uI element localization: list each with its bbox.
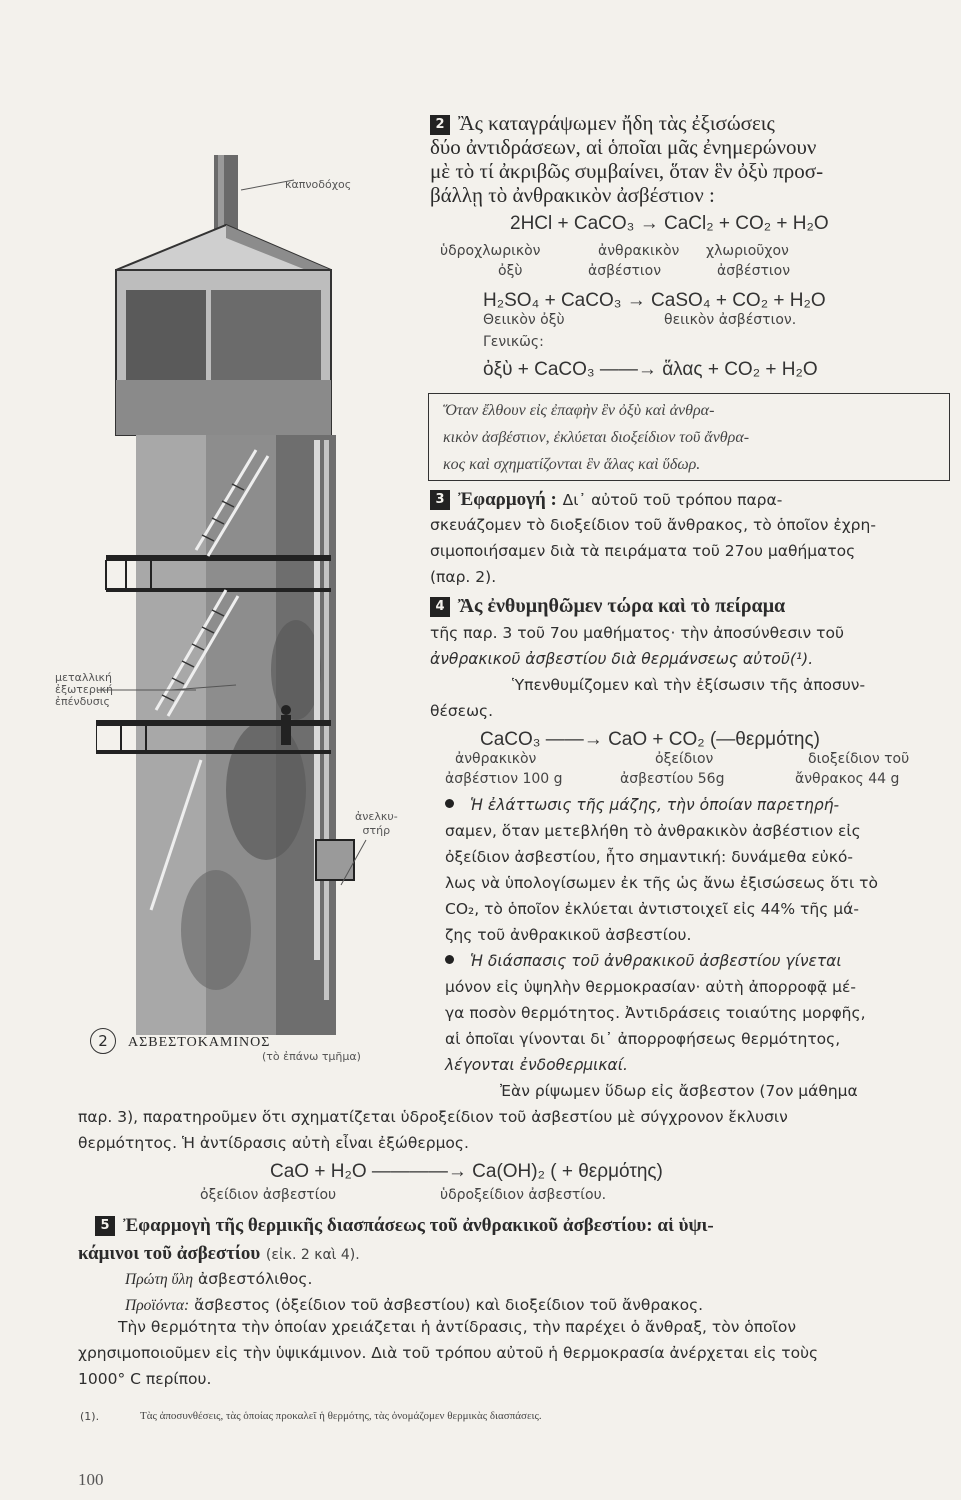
eq1-label-c: χλωριοῦχον	[706, 243, 789, 259]
section5-heading-line1: 5 Ἐφαρμογὴ τῆς θερμικῆς διασπάσεως τοῦ ἀνθρακικοῦ ἀσβεστίου: αἱ ὑψι-	[95, 1216, 714, 1236]
section5-heading-line2: κάμινοι τοῦ ἀσβεστίου (εἰκ. 2 καὶ 4).	[78, 1243, 360, 1264]
lime-kiln-illustration	[96, 150, 421, 1035]
full-p1-line2: παρ. 3), παρατηροῦμεν ὅτι σχηματίζεται ὑδροξείδιον τοῦ ἀσβεστίου μὲ σύγχρονον ἔκλυσιν	[78, 1108, 788, 1126]
bullet1-line4: λως νὰ ὑπολογίσωμεν ἐκ τῆς ὡς ἄνω ἐξισώσεως ὅτι τὸ	[445, 874, 878, 892]
section3-line3: σιμοποιήσαμεν διὰ τὰ πειράματα τοῦ 27ου μαθήματος	[430, 542, 856, 560]
slaking-label-b: ὑδροξείδιον ἀσβεστίου.	[440, 1187, 607, 1203]
section3-line2: σκευάζομεν τὸ διοξείδιον τοῦ ἄνθρακος, τὸ ὁποῖον ἐχρη-	[430, 516, 876, 534]
rule-line-1: Ὅταν ἔλθουν εἰς ἐπαφὴν ἓν ὀξὺ καὶ ἀνθρα-	[443, 402, 715, 419]
bullet1-line5: CO₂, τὸ ὁποῖον ἐκλύεται ἀντιστοιχεῖ εἰς 44% τῆς μά-	[445, 900, 859, 918]
eq1-label-f: ἀσβέστιον	[717, 263, 791, 279]
eq1-label-a: ὑδροχλωρικὸν	[440, 243, 541, 259]
section2-line2: δύο ἀντιδράσεων, αἱ ὁποῖαι μᾶς ἐνημερώνουν	[430, 135, 817, 159]
rule-line-2: κικὸν ἀσβέστιον, ἐκλύεται διοξείδιον τοῦ ἄνθρα-	[443, 429, 750, 446]
decomp-label-f: ἄνθρακος 44 g	[795, 771, 900, 787]
page-number: 100	[78, 1470, 104, 1489]
section4-heading: 4 Ἂς ἐνθυμηθῶμεν τώρα καὶ τὸ πείραμα	[430, 596, 785, 617]
full-p2-line2: χρησιμοποιοῦμεν εἰς τὴν ὑψικάμινον. Διὰ τοῦ τρόπου αὐτοῦ ἡ θερμοκρασία ἀνέρχεται εἰς τοὺς	[78, 1344, 819, 1362]
products-line: Προϊόντα: ἄσβεστος (ὀξείδιον τοῦ ἀσβεστίου) καὶ διοξείδιον τοῦ ἄνθρακος.	[125, 1296, 704, 1314]
footnote-mark: (1).	[80, 1410, 100, 1423]
full-p2-line1: Τὴν θερμότητα τὴν ὁποίαν χρειάζεται ἡ ἀντίδρασις, τὴν παρέχει ὁ ἄνθραξ, τὸν ὁποῖον	[118, 1318, 796, 1336]
equation-h2so4: H₂SO₄ + CaCO₃ → CaSO₄ + CO₂ + H₂O	[483, 290, 826, 311]
section4-marker: 4	[430, 597, 450, 617]
figure-subcaption: (τὸ ἐπάνω τμῆμα)	[262, 1050, 361, 1063]
bullet2-line4: αἱ ὁποῖαι γίνονται δι᾽ ἀπορροφήσεως θερμότητος,	[445, 1030, 841, 1048]
bullet-icon	[445, 955, 454, 964]
full-p1-line3: θερμότητος. Ἡ ἀντίδρασις αὐτὴ εἶναι ἐξώθερμος.	[78, 1134, 469, 1152]
bullet2-line5: λέγονται ἐνδοθερμικαί.	[445, 1056, 628, 1074]
eq2-label-b: θειικὸν ἀσβέστιον.	[664, 312, 797, 328]
section2-line4: βάλλῃ τὸ ἀνθρακικὸν ἀσβέστιον :	[430, 183, 715, 207]
section3-marker: 3	[430, 490, 450, 510]
label-chimney: καπνοδόχος	[285, 178, 352, 191]
bullet1-line2: σαμεν, ὅταν μετεβλήθη τὸ ἀνθρακικὸν ἀσβέστιον εἰς	[445, 822, 861, 840]
lime-kiln-figure	[96, 150, 421, 1035]
section3-line1: 3 Ἐφαρμογή : Δι᾽ αὐτοῦ τοῦ τρόπου παρα-	[430, 490, 782, 510]
figure-number: 2	[90, 1028, 116, 1054]
eq1-label-b: ἀνθρακικὸν	[598, 243, 680, 259]
bullet2-line3: γα ποσὸν θερμότητος. Ἀντιδράσεις τοιαύτης μορφῆς,	[445, 1004, 866, 1022]
section5-marker: 5	[95, 1216, 115, 1236]
full-p1-line1: Ἐὰν ρίψωμεν ὕδωρ εἰς ἄσβεστον (7ον μάθημα	[500, 1082, 858, 1100]
bullet1-line1: Ἡ ἐλάττωσις τῆς μάζης, τὴν ὁποίαν παρετηρή-	[445, 798, 839, 814]
section2-line1: 2 Ἂς καταγράψωμεν ἤδη τὰς ἐξισώσεις	[430, 113, 775, 135]
slaking-label-a: ὀξείδιον ἀσβεστίου	[200, 1187, 337, 1203]
general-label: Γενικῶς:	[483, 334, 544, 350]
figure-caption: 2 ΑΣΒΕΣΤΟΚΑΜΙΝΟΣ	[90, 1028, 270, 1054]
eq2-label-a: Θειικὸν ὀξὺ	[483, 312, 565, 328]
equation-decomposition: CaCO₃ ——→ CaO + CO₂ (—θερμότης)	[480, 729, 820, 750]
eq1-label-e: ἀσβέστιον	[588, 263, 662, 279]
section4-line2: ἀνθρακικοῦ ἀσβεστίου διὰ θερμάνσεως αὐτοῦ(¹).	[430, 650, 814, 668]
raw-material-line: Πρώτη ὕλη ἀσβεστόλιθος.	[125, 1270, 313, 1288]
rule-box	[428, 393, 950, 481]
bullet1-line3: ὀξείδιον ἀσβεστίου, ἦτο σημαντική: δυνάμεθα εὐκό-	[445, 848, 853, 866]
decomp-label-a: ἀνθρακικὸν	[455, 751, 537, 767]
footnote-text: Τὰς ἀποσυνθέσεις, τὰς ὁποίας προκαλεῖ ἡ θερμότης, τὰς ὀνομάζομεν θερμικὰς διασπάσεις.	[140, 1410, 542, 1422]
equation-slaking: CaO + H₂O ————→ Ca(OH)₂ ( + θερμότης)	[270, 1161, 663, 1182]
equation-hcl: 2HCl + CaCO₃ → CaCl₂ + CO₂ + H₂O	[510, 213, 829, 234]
eq1-label-d: ὀξὺ	[498, 263, 523, 279]
decomp-label-b: ὀξείδιον	[655, 751, 714, 767]
full-p2-line3: 1000° C περίπου.	[78, 1370, 212, 1388]
section4-line1: τῆς παρ. 3 τοῦ 7ου μαθήματος· τὴν ἀποσύνθεσιν τοῦ	[430, 624, 844, 642]
section2-marker: 2	[430, 115, 450, 135]
label-lining: μεταλλική ἐξωτερική ἐπένδυσις	[55, 671, 114, 708]
decomp-label-e: ἀσβεστίου 56g	[620, 771, 725, 787]
section2-line3: μὲ τὸ τί ἀκριβῶς συμβαίνει, ὅταν ἓν ὀξὺ προσ-	[430, 159, 824, 183]
bullet2-line1: Ἡ διάσπασις τοῦ ἀνθρακικοῦ ἀσβεστίου γίνεται	[445, 954, 842, 970]
bullet-icon	[445, 799, 454, 808]
section4-line4: θέσεως.	[430, 702, 494, 720]
decomp-label-d: ἀσβέστιον 100 g	[445, 771, 563, 787]
decomp-label-c: διοξείδιον τοῦ	[808, 751, 910, 767]
section3-line4: (παρ. 2).	[430, 568, 497, 586]
bullet2-line2: μόνον εἰς ὑψηλὴν θερμοκρασίαν· αὐτὴ ἀπορροφᾷ μέ-	[445, 978, 857, 996]
rule-line-3: κος καὶ σχηματίζονται ἓν ἅλας καὶ ὕδωρ.	[443, 456, 701, 473]
bullet1-line6: ζης τοῦ ἀνθρακικοῦ ἀσβεστίου.	[445, 926, 692, 944]
equation-general: ὀξὺ + CaCO₃ ——→ ἅλας + CO₂ + H₂O	[483, 359, 818, 380]
label-elevator: ἀνελκυ- στήρ	[355, 810, 398, 837]
section4-line3: Ὑπενθυμίζομεν καὶ τὴν ἐξίσωσιν τῆς ἀποσυν-	[512, 676, 866, 694]
